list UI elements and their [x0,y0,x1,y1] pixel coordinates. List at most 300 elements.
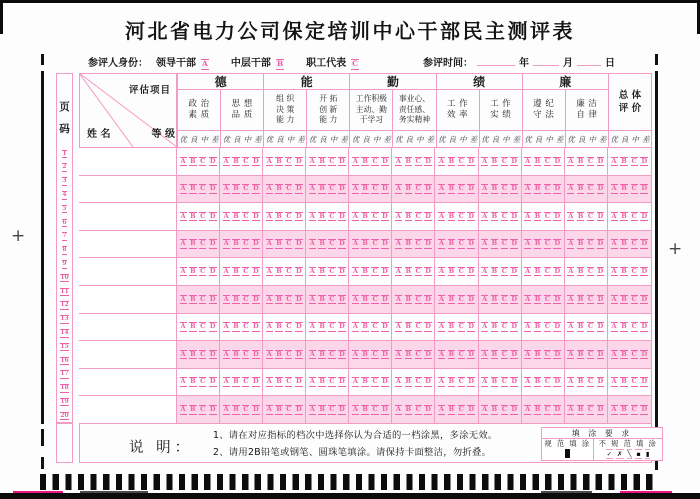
bubble-C[interactable]: C [587,322,594,331]
bubble-C[interactable]: C [286,349,292,358]
bubble-B[interactable]: B [362,294,368,303]
bubble-C[interactable]: C [415,156,421,165]
bubble-B[interactable]: B [190,184,196,193]
bubble-B[interactable]: B [448,184,455,193]
bubble-C[interactable]: C [501,211,507,220]
bubble-D[interactable]: D [597,405,604,414]
bubble-B[interactable]: B [276,294,282,303]
bubble-D[interactable]: D [252,322,259,331]
bubble-A[interactable]: A [395,349,401,358]
bubble-D[interactable]: D [554,156,561,165]
bubble-C[interactable]: C [243,349,249,358]
bubble-D[interactable]: D [425,349,431,358]
bubble-B[interactable]: B [577,184,584,193]
bubble-C[interactable]: C [458,184,464,193]
bubble-D[interactable]: D [554,211,561,220]
bubble-D[interactable]: D [252,156,259,165]
bubble-A[interactable]: A [525,239,531,248]
bubble-C[interactable]: C [458,266,464,275]
bubble-D[interactable]: D [382,377,388,386]
bubble-B[interactable]: B [233,156,239,165]
bubble-A[interactable]: A [611,349,617,358]
bubble-D[interactable]: D [252,184,259,193]
bubble-C[interactable]: C [286,405,292,414]
bubble-B[interactable]: B [362,184,368,193]
bubble-D[interactable]: D [554,349,561,358]
bubble-C[interactable]: C [200,184,206,193]
bubble-A[interactable]: A [611,294,617,303]
bubble-B[interactable]: B [362,349,368,358]
bubble-B[interactable]: B [276,184,282,193]
bubble-B[interactable]: B [319,184,325,193]
bubble-D[interactable]: D [641,239,648,248]
bubble-B[interactable]: B [534,239,541,248]
bubble-B[interactable]: B [362,377,368,386]
bubble-A[interactable]: A [223,156,229,165]
bubble-D[interactable]: D [339,211,345,220]
bubble-C[interactable]: C [631,156,637,165]
bubble-C[interactable]: C [372,405,378,414]
bubble-A[interactable]: A [482,377,488,386]
bubble-A[interactable]: A [611,322,617,331]
bubble-B[interactable]: B [362,322,368,331]
bubble-C[interactable]: C [286,322,292,331]
bubble-C[interactable]: C [329,322,335,331]
bubble-D[interactable]: D [339,156,345,165]
bubble-D[interactable]: D [511,322,518,331]
bubble-B[interactable]: B [621,322,627,331]
bubble-D[interactable]: D [597,239,604,248]
bubble-A[interactable]: A [611,377,617,386]
bubble-C[interactable]: C [243,322,249,331]
bubble-A[interactable]: A [180,184,186,193]
bubble-D[interactable]: D [425,184,431,193]
bubble-C[interactable]: C [631,184,637,193]
bubble-B[interactable]: B [491,156,498,165]
bubble-C[interactable]: C [415,349,421,358]
bubble-B[interactable]: B [405,405,411,414]
bubble-D[interactable]: D [554,322,561,331]
bubble-A[interactable]: A [352,211,358,220]
bubble-D[interactable]: D [296,239,302,248]
bubble-B[interactable]: B [233,377,239,386]
bubble-B[interactable]: B [491,349,498,358]
bubble-D[interactable]: D [511,377,518,386]
bubble-B[interactable]: B [534,266,541,275]
bubble-D[interactable]: D [511,349,518,358]
bubble-B[interactable]: B [319,266,325,275]
bubble-A[interactable]: A [568,377,574,386]
bubble-B[interactable]: B [276,239,282,248]
bubble-C[interactable]: C [243,156,249,165]
bubble-C[interactable]: C [544,239,550,248]
bubble-A[interactable]: A [439,211,445,220]
bubble-B[interactable]: B [621,184,627,193]
bubble-D[interactable]: D [339,239,345,248]
bubble-C[interactable]: C [544,377,550,386]
bubble-A[interactable]: A [482,349,488,358]
bubble-D[interactable]: D [252,294,259,303]
bubble-C[interactable]: C [352,59,359,68]
bubble-D[interactable]: D [511,156,518,165]
bubble-B[interactable]: B [621,349,627,358]
bubble-C[interactable]: C [372,184,378,193]
bubble-C[interactable]: C [415,322,421,331]
bubble-A[interactable]: A [309,294,315,303]
bubble-D[interactable]: D [425,266,431,275]
bubble-A[interactable]: A [309,377,315,386]
bubble-C[interactable]: C [200,294,206,303]
bubble-C[interactable]: C [200,239,206,248]
bubble-D[interactable]: D [425,405,431,414]
bubble-B[interactable]: B [621,405,627,414]
bubble-C[interactable]: C [286,239,292,248]
bubble-C[interactable]: C [587,266,594,275]
bubble-A[interactable]: A [611,184,617,193]
bubble-A[interactable]: A [266,211,272,220]
name-cell[interactable] [79,148,177,175]
bubble-A[interactable]: A [525,322,531,331]
bubble-B[interactable]: B [448,377,455,386]
bubble-C[interactable]: C [329,156,335,165]
bubble-A[interactable]: A [352,266,358,275]
bubble-A[interactable]: A [439,266,445,275]
bubble-B[interactable]: B [362,239,368,248]
bubble-B[interactable]: B [621,156,627,165]
bubble-D[interactable]: D [468,349,474,358]
bubble-D[interactable]: D [296,266,302,275]
bubble-B[interactable]: B [405,239,411,248]
bubble-D[interactable]: D [641,377,648,386]
bubble-A[interactable]: A [352,322,358,331]
bubble-C[interactable]: C [587,377,594,386]
bubble-C[interactable]: C [372,294,378,303]
bubble-A[interactable]: A [568,322,574,331]
bubble-A[interactable]: A [568,211,574,220]
bubble-B[interactable]: B [319,156,325,165]
bubble-D[interactable]: D [511,184,518,193]
bubble-B[interactable]: B [577,294,584,303]
bubble-C[interactable]: C [544,184,550,193]
bubble-D[interactable]: D [209,349,216,358]
bubble-A[interactable]: A [439,322,445,331]
bubble-C[interactable]: C [243,239,249,248]
bubble-A[interactable]: A [309,239,315,248]
bubble-B[interactable]: B [621,239,627,248]
bubble-C[interactable]: C [587,239,594,248]
bubble-B[interactable]: B [577,156,584,165]
bubble-C[interactable]: C [286,184,292,193]
bubble-A[interactable]: A [482,322,488,331]
bubble-C[interactable]: C [286,377,292,386]
bubble-C[interactable]: C [286,266,292,275]
bubble-B[interactable]: B [190,405,196,414]
bubble-A[interactable]: A [309,322,315,331]
bubble-B[interactable]: B [276,377,282,386]
bubble-C[interactable]: C [587,184,594,193]
bubble-D[interactable]: D [425,239,431,248]
bubble-C[interactable]: C [544,294,550,303]
bubble-B[interactable]: B [319,377,325,386]
bubble-D[interactable]: D [554,239,561,248]
bubble-D[interactable]: D [597,349,604,358]
bubble-C[interactable]: C [372,211,378,220]
bubble-C[interactable]: C [243,377,249,386]
bubble-D[interactable]: D [339,377,345,386]
bubble-C[interactable]: C [200,349,206,358]
bubble-D[interactable]: D [252,211,259,220]
bubble-A[interactable]: A [266,405,272,414]
bubble-D[interactable]: D [296,184,302,193]
bubble-C[interactable]: C [501,266,507,275]
bubble-C[interactable]: C [329,266,335,275]
bubble-A[interactable]: A [395,239,401,248]
bubble-B[interactable]: B [621,294,627,303]
bubble-A[interactable]: A [180,211,186,220]
bubble-C[interactable]: C [372,156,378,165]
bubble-B[interactable]: B [276,405,282,414]
bubble-D[interactable]: D [641,405,648,414]
bubble-A[interactable]: A [568,239,574,248]
bubble-A[interactable]: A [439,294,445,303]
bubble-B[interactable]: B [362,405,368,414]
bubble-D[interactable]: D [209,377,216,386]
bubble-B[interactable]: B [448,266,455,275]
bubble-B[interactable]: B [491,239,498,248]
bubble-B[interactable]: B [534,405,541,414]
bubble-A[interactable]: A [352,239,358,248]
bubble-D[interactable]: D [425,377,431,386]
bubble-A[interactable]: A [180,322,186,331]
bubble-D[interactable]: D [468,266,474,275]
bubble-B[interactable]: B [405,349,411,358]
bubble-A[interactable]: A [568,294,574,303]
bubble-A[interactable]: A [266,156,272,165]
bubble-C[interactable]: C [329,294,335,303]
bubble-D[interactable]: D [252,377,259,386]
bubble-C[interactable]: C [501,156,507,165]
bubble-B[interactable]: B [276,59,284,68]
bubble-C[interactable]: C [415,377,421,386]
bubble-D[interactable]: D [641,156,648,165]
bubble-A[interactable]: A [395,156,401,165]
bubble-A[interactable]: A [180,266,186,275]
bubble-C[interactable]: C [329,349,335,358]
bubble-D[interactable]: D [597,294,604,303]
bubble-D[interactable]: D [209,405,216,414]
bubble-A[interactable]: A [395,184,401,193]
bubble-C[interactable]: C [544,266,550,275]
bubble-A[interactable]: A [568,349,574,358]
bubble-B[interactable]: B [190,349,196,358]
bubble-D[interactable]: D [597,266,604,275]
bubble-D[interactable]: D [339,184,345,193]
bubble-B[interactable]: B [405,211,411,220]
bubble-D[interactable]: D [641,349,648,358]
bubble-B[interactable]: B [405,266,411,275]
name-cell[interactable] [79,231,177,258]
bubble-A[interactable]: A [525,294,531,303]
bubble-A[interactable]: A [395,266,401,275]
bubble-C[interactable]: C [458,294,464,303]
bubble-B[interactable]: B [448,405,455,414]
bubble-D[interactable]: D [511,211,518,220]
bubble-A[interactable]: A [482,239,488,248]
bubble-D[interactable]: D [468,294,474,303]
bubble-A[interactable]: A [223,211,229,220]
bubble-A[interactable]: A [482,184,488,193]
bubble-C[interactable]: C [544,349,550,358]
bubble-D[interactable]: D [296,322,302,331]
bubble-A[interactable]: A [395,405,401,414]
bubble-B[interactable]: B [448,294,455,303]
bubble-B[interactable]: B [448,211,455,220]
name-cell[interactable] [79,314,177,341]
bubble-C[interactable]: C [587,349,594,358]
bubble-C[interactable]: C [631,405,637,414]
bubble-B[interactable]: B [534,211,541,220]
bubble-C[interactable]: C [501,405,507,414]
bubble-D[interactable]: D [468,156,474,165]
bubble-B[interactable]: B [405,156,411,165]
bubble-A[interactable]: A [223,294,229,303]
bubble-C[interactable]: C [587,211,594,220]
bubble-B[interactable]: B [276,349,282,358]
bubble-C[interactable]: C [415,294,421,303]
bubble-A[interactable]: A [611,211,617,220]
bubble-A[interactable]: A [180,377,186,386]
bubble-A[interactable]: A [568,266,574,275]
bubble-D[interactable]: D [382,266,388,275]
bubble-D[interactable]: D [425,156,431,165]
bubble-C[interactable]: C [415,266,421,275]
bubble-B[interactable]: B [362,266,368,275]
bubble-D[interactable]: D [641,294,648,303]
bubble-C[interactable]: C [415,239,421,248]
bubble-B[interactable]: B [405,322,411,331]
bubble-D[interactable]: D [382,156,388,165]
bubble-A[interactable]: A [266,377,272,386]
bubble-C[interactable]: C [501,322,507,331]
bubble-D[interactable]: D [296,211,302,220]
bubble-C[interactable]: C [200,156,206,165]
bubble-D[interactable]: D [641,184,648,193]
bubble-A[interactable]: A [352,294,358,303]
bubble-C[interactable]: C [501,349,507,358]
bubble-A[interactable]: A [439,349,445,358]
bubble-A[interactable]: A [223,322,229,331]
bubble-B[interactable]: B [577,322,584,331]
bubble-A[interactable]: A [352,184,358,193]
bubble-B[interactable]: B [491,294,498,303]
bubble-D[interactable]: D [597,211,604,220]
bubble-A[interactable]: A [568,184,574,193]
bubble-B[interactable]: B [362,211,368,220]
bubble-D[interactable]: D [209,156,216,165]
bubble-C[interactable]: C [243,405,249,414]
bubble-D[interactable]: D [209,322,216,331]
bubble-A[interactable]: A [266,239,272,248]
bubble-C[interactable]: C [372,377,378,386]
bubble-A[interactable]: A [223,349,229,358]
bubble-D[interactable]: D [425,322,431,331]
bubble-C[interactable]: C [243,211,249,220]
bubble-C[interactable]: C [631,239,637,248]
bubble-D[interactable]: D [511,239,518,248]
bubble-D[interactable]: D [382,239,388,248]
bubble-C[interactable]: C [631,211,637,220]
bubble-B[interactable]: B [534,156,541,165]
bubble-B[interactable]: B [448,322,455,331]
bubble-B[interactable]: B [190,156,196,165]
bubble-A[interactable]: A [395,211,401,220]
bubble-C[interactable]: C [587,294,594,303]
bubble-D[interactable]: D [296,349,302,358]
bubble-D[interactable]: D [425,211,431,220]
bubble-B[interactable]: B [621,211,627,220]
bubble-D[interactable]: D [252,405,259,414]
bubble-C[interactable]: C [329,211,335,220]
name-cell[interactable] [79,286,177,313]
bubble-A[interactable]: A [180,156,186,165]
bubble-A[interactable]: A [202,59,208,68]
name-cell[interactable] [79,176,177,203]
bubble-C[interactable]: C [501,239,507,248]
bubble-B[interactable]: B [233,211,239,220]
bubble-D[interactable]: D [382,211,388,220]
bubble-C[interactable]: C [458,322,464,331]
bubble-B[interactable]: B [319,239,325,248]
bubble-A[interactable]: A [525,184,531,193]
bubble-B[interactable]: B [319,405,325,414]
bubble-D[interactable]: D [209,211,216,220]
bubble-B[interactable]: B [534,377,541,386]
bubble-B[interactable]: B [577,405,584,414]
bubble-A[interactable]: A [482,405,488,414]
bubble-D[interactable]: D [296,405,302,414]
bubble-A[interactable]: A [180,349,186,358]
bubble-B[interactable]: B [491,405,498,414]
bubble-C[interactable]: C [631,349,637,358]
bubble-D[interactable]: D [468,239,474,248]
bubble-D[interactable]: D [554,294,561,303]
bubble-A[interactable]: A [309,349,315,358]
bubble-C[interactable]: C [372,322,378,331]
bubble-B[interactable]: B [190,294,196,303]
bubble-C[interactable]: C [243,294,249,303]
bubble-B[interactable]: B [362,156,368,165]
bubble-A[interactable]: A [180,405,186,414]
bubble-A[interactable]: A [309,184,315,193]
bubble-D[interactable]: D [209,184,216,193]
bubble-B[interactable]: B [577,349,584,358]
bubble-A[interactable]: A [525,266,531,275]
bubble-D[interactable]: D [209,294,216,303]
bubble-B[interactable]: B [621,377,627,386]
bubble-B[interactable]: B [276,322,282,331]
bubble-D[interactable]: D [554,184,561,193]
bubble-A[interactable]: A [352,405,358,414]
name-cell[interactable] [79,203,177,230]
bubble-A[interactable]: A [309,405,315,414]
bubble-D[interactable]: D [382,349,388,358]
bubble-C[interactable]: C [501,184,507,193]
bubble-D[interactable]: D [296,294,302,303]
bubble-A[interactable]: A [525,349,531,358]
bubble-D[interactable]: D [468,377,474,386]
bubble-B[interactable]: B [577,266,584,275]
bubble-A[interactable]: A [439,377,445,386]
